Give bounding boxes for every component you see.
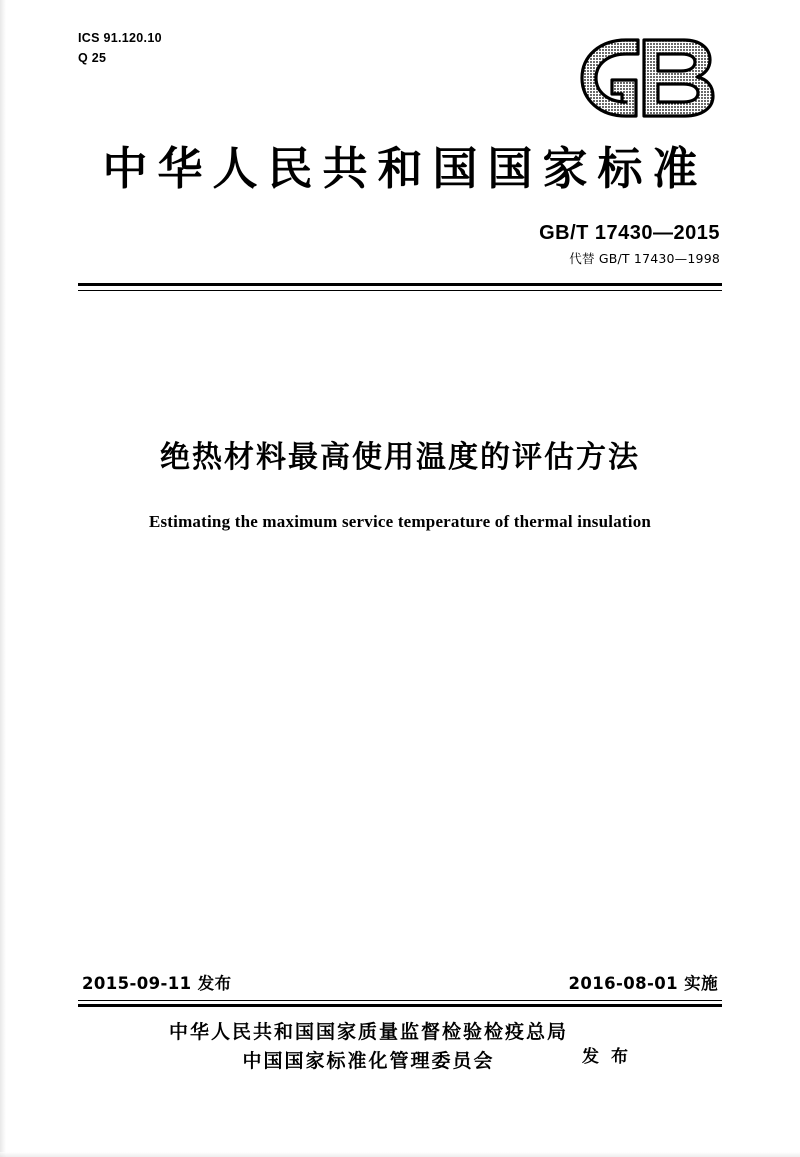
- ics-code-block: [78, 28, 162, 68]
- standard-number-block: [539, 222, 720, 267]
- publisher-line-2: 中国国家标准化管理委员会: [242, 1050, 495, 1072]
- publisher-block: [0, 1018, 800, 1076]
- standard-replaces: 代替 GB/T 17430—1998: [569, 251, 720, 266]
- divider-top-thin: [78, 290, 722, 291]
- divider-bottom-thin: [78, 1000, 722, 1001]
- divider-top-thick: [78, 283, 722, 286]
- classification-code: Q 25: [78, 51, 107, 65]
- national-standard-title: 中华人民共和国国家标准: [102, 142, 708, 195]
- document-title-english: Estimating the maximum service temperature of thermal insulation: [148, 512, 652, 531]
- ics-code: ICS 91.120.10: [78, 31, 162, 45]
- publish-verb: 发 布: [582, 1046, 631, 1067]
- document-title-chinese: 绝热材料最高使用温度的评估方法: [160, 440, 640, 475]
- gb-emblem-logo: [572, 34, 722, 122]
- publisher-line-1: 中华人民共和国国家质量监督检验检疫总局: [169, 1021, 569, 1043]
- publisher-names: [169, 1018, 568, 1076]
- issue-date: 2015-09-11 发布: [82, 974, 232, 993]
- scan-edge-bottom: [0, 1152, 800, 1157]
- effective-date: 2016-08-01 实施: [568, 974, 718, 993]
- divider-bottom-thick: [78, 1004, 722, 1007]
- standard-number: GB/T 17430—2015: [539, 222, 720, 244]
